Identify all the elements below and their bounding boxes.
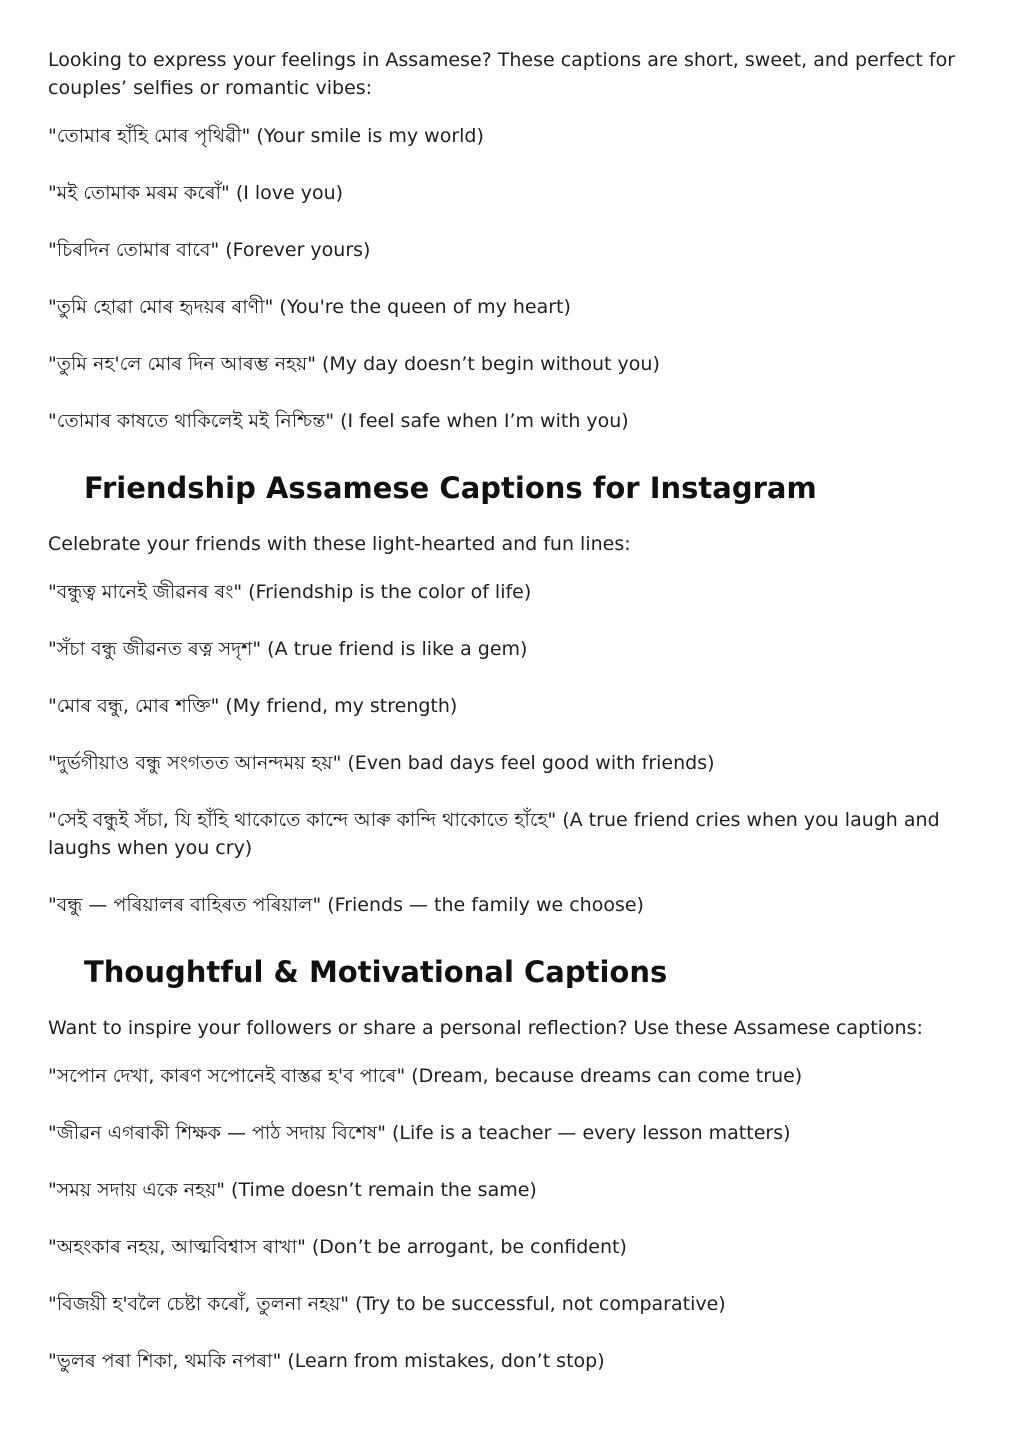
motivational-intro: Want to inspire your followers or share a personal reflection? Use these Assamese captions: <box>48 1017 923 1039</box>
intro-romantic: Looking to express your feelings in Assamese? These captions are short, sweet, and perfect for couples’ selfies or romantic vibes: <box>48 49 956 99</box>
motivational-caption: "বিজয়ী হ'বলৈ চেষ্টা কৰোঁ, তুলনা নহয়" (Try to be successful, not comparative) <box>48 1293 726 1315</box>
friendship-heading: Friendship Assamese Captions for Instagram <box>84 471 817 505</box>
motivational-caption: "অহংকাৰ নহয়, আত্মবিশ্বাস ৰাখা" (Don’t be arrogant, be confident) <box>48 1236 627 1258</box>
motivational-heading: Thoughtful & Motivational Captions <box>84 955 668 989</box>
friendship-caption: "সেই বন্ধুই সঁচা, যি হাঁহি থাকোতে কান্দে আৰু কান্দি থাকোতে হাঁহে" (A true friend cries when you laugh and laughs when you cry) <box>48 809 940 859</box>
friendship-caption: "বন্ধু — পৰিয়ালৰ বাহিৰত পৰিয়াল" (Friends — the family we choose) <box>48 894 644 916</box>
motivational-caption: "সময় সদায় একে নহয়" (Time doesn’t remain the same) <box>48 1179 537 1201</box>
motivational-caption: "ভুলৰ পৰা শিকা, থমকি নপৰা" (Learn from mistakes, don’t stop) <box>48 1350 605 1372</box>
friendship-caption: "সঁচা বন্ধু জীৱনত ৰত্ন সদৃশ" (A true friend is like a gem) <box>48 638 528 660</box>
motivational-caption: "সপোন দেখা, কাৰণ সপোনেই বাস্তৱ হ'ব পাৰে" (Dream, because dreams can come true) <box>48 1065 803 1087</box>
romantic-caption: "তোমাৰ হাঁহি মোৰ পৃথিৱী" (Your smile is my world) <box>48 125 484 147</box>
motivational-caption: "জীৱন এগৰাকী শিক্ষক — পাঠ সদায় বিশেষ" (Life is a teacher — every lesson matters) <box>48 1122 791 1144</box>
romantic-caption: "তুমি নহ'লে মোৰ দিন আৰম্ভ নহয়" (My day doesn’t begin without you) <box>48 353 660 375</box>
romantic-caption: "তোমাৰ কাষতে থাকিলেই মই নিশ্চিন্ত" (I feel safe when I’m with you) <box>48 410 629 432</box>
friendship-caption: "বন্ধুত্ব মানেই জীৱনৰ ৰং" (Friendship is the color of life) <box>48 581 532 603</box>
romantic-caption: "মই তোমাক মৰম কৰোঁ" (I love you) <box>48 182 344 204</box>
friendship-caption: "দুৰ্ভগীয়াও বন্ধু সংগতত আনন্দময় হয়" (Even bad days feel good with friends) <box>48 752 715 774</box>
friendship-intro: Celebrate your friends with these light-hearted and fun lines: <box>48 533 631 555</box>
document-body <box>48 46 988 1404</box>
romantic-caption: "তুমি হোৱা মোৰ হৃদয়ৰ ৰাণী" (You're the queen of my heart) <box>48 296 571 318</box>
romantic-caption: "চিৰদিন তোমাৰ বাবে" (Forever yours) <box>48 239 371 261</box>
friendship-caption: "মোৰ বন্ধু, মোৰ শক্তি" (My friend, my strength) <box>48 695 458 717</box>
